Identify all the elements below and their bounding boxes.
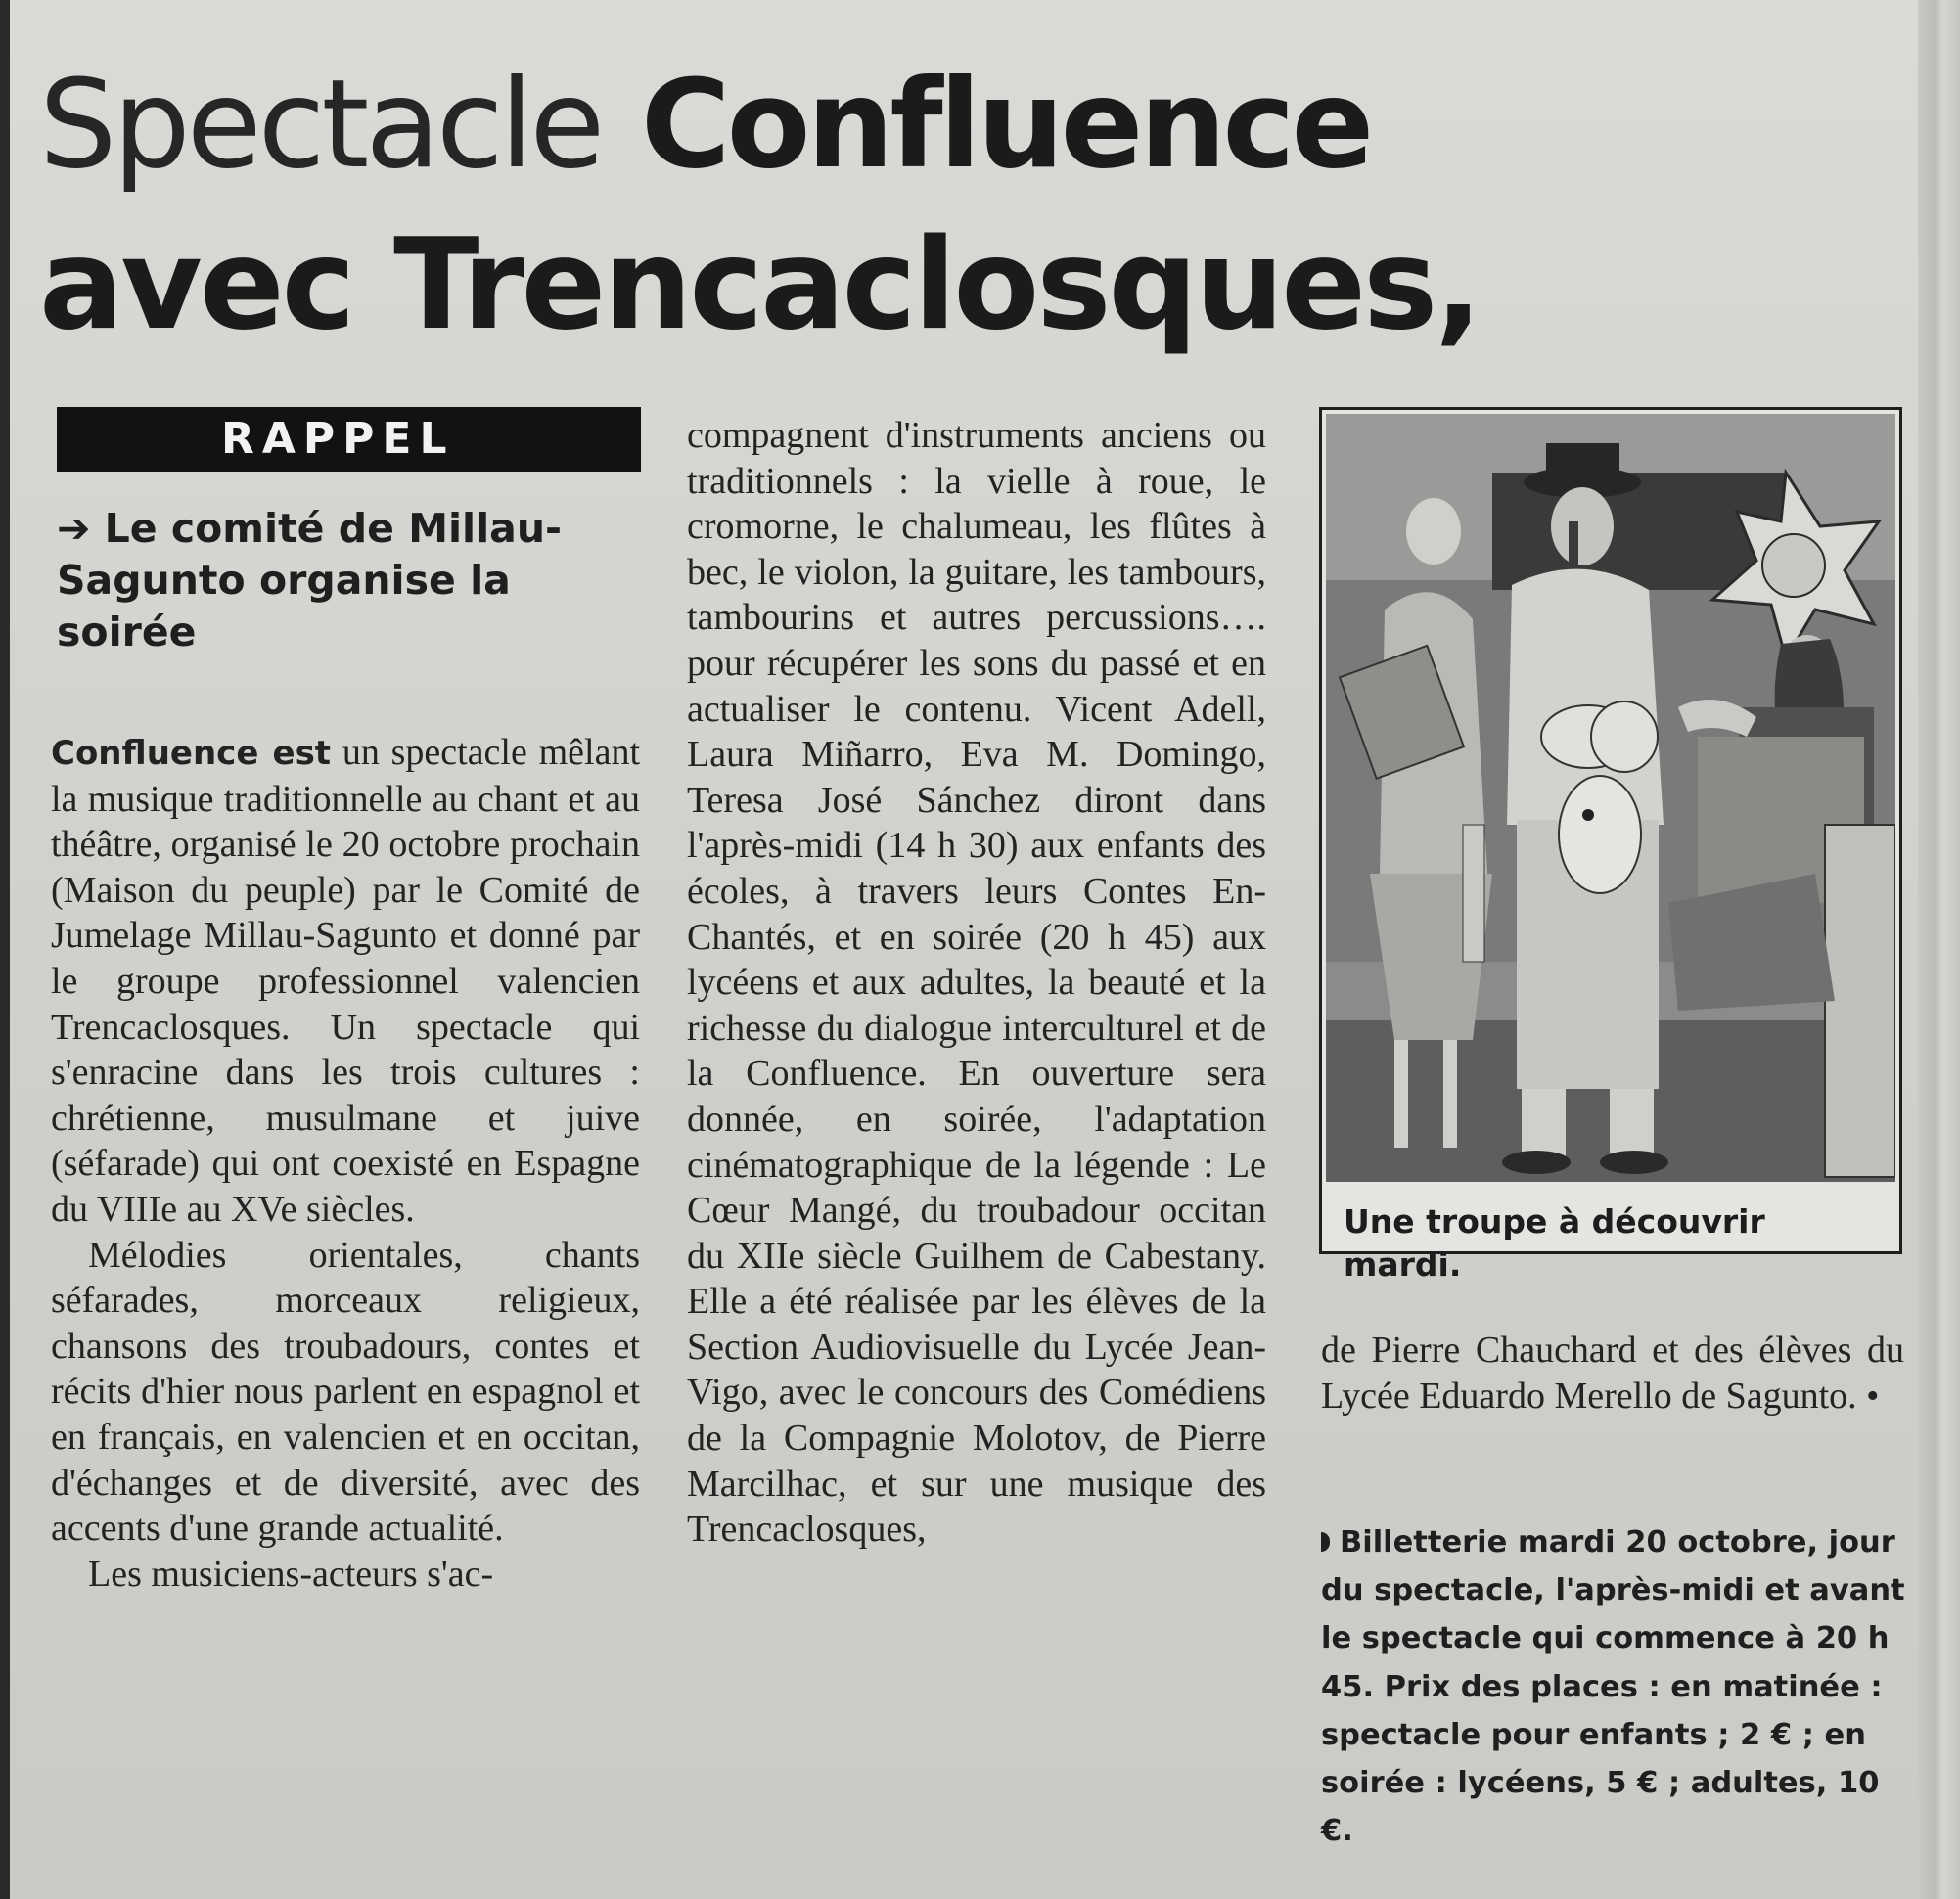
ticket-info <box>1321 1518 1908 1855</box>
column1-paragraph-2: Mélodies orientales, chants séfarades, morceaux religieux, chansons des troubadours, contes et récits d'hier nous parlent en espagnol et en français, en valencien et en occitan, d'échanges et de diversité, avec des accents d'une grande actualité. <box>51 1234 640 1550</box>
troupe-photo-image <box>1326 414 1895 1182</box>
photo-caption: Une troupe à découvrir mardi. <box>1344 1202 1765 1284</box>
rappel-banner <box>57 407 641 472</box>
photo-box <box>1319 407 1902 1284</box>
clipping-left-edge <box>0 0 10 1899</box>
subheadline: ➔ Le comité de Millau-Sagunto organise la soirée <box>57 505 563 656</box>
column1-paragraph-1-text: un spectacle mêlant la musique traditionnelle au chant et au théâtre, organisé le 20 octobre prochain (Maison du peuple) par le Comité de Jumelage Millau-Sagunto et donné par le groupe professionnel valencien Trencaclosques. Un spectacle qui s'enracine dans les trois cultures : chrétienne, musulmane et juive (séfarade) qui ont coexisté en Espagne du VIIIe au XVe siècles. <box>51 732 640 1230</box>
column3-paragraph-1: de Pierre Chauchard et des élèves du Lycée Eduardo Merello de Sagunto. • <box>1321 1330 1904 1417</box>
column2-paragraph-1: compagnent d'instruments anciens ou traditionnels : la vielle à roue, le cromorne, le chalumeau, les flûtes à bec, le violon, la guitare, les tambours, tambourins et autres percussions…. pour récupérer les sons du passé et en actualiser le contenu. Vicent Adell, Laura Miñarro, Eva M. Domingo, Teresa José Sánchez diront dans l'après-midi (14 h 30) aux enfants des écoles, à travers leurs Contes En-Chantés, et en soirée (20 h 45) aux lycéens et aux adultes, la beauté et la richesse du dialogue interculturel et de la Confluence. En ouverture sera donnée, en soirée, l'adaptation cinématographique de la légende : Le Cœur Mangé, du troubadour occitan du XIIe siècle Guilhem de Cabestany. Elle a été réalisée par les élèves de la Section Audiovisuelle du Lycée Jean-Vigo, avec le concours des Comédiens de la Compagnie Molotov, de Pierre Marcilhac, et sur une musique des Trencaclosques, <box>687 415 1266 1551</box>
column1-paragraph-3: Les musiciens-acteurs s'ac- <box>88 1553 494 1595</box>
article-column-2 <box>687 413 1266 1553</box>
bullet-marker-icon <box>1321 1532 1330 1552</box>
headline-title-word: Confluence <box>640 54 1371 196</box>
article-column-3 <box>1321 1328 1904 1419</box>
lead-in: Confluence est <box>51 734 332 773</box>
troupe-photo <box>1326 414 1895 1182</box>
headline-line-2: avec Trencaclosques, <box>39 212 1480 358</box>
rappel-label: RAPPEL <box>221 414 455 464</box>
column1-paragraph-1 <box>51 730 640 1233</box>
ticket-info-text: Billetterie mardi 20 octobre, jour du spectacle, l'après-midi et avant le spectacle qui commence à 20 h 45. Prix des places : en matinée : spectacle pour enfants ; 2 € ; en soirée : lycéens, 5 € ; adultes, 10 €. <box>1321 1525 1905 1849</box>
clipping-right-fold <box>1918 0 1960 1899</box>
headline-line-1 <box>39 54 1371 196</box>
headline-kicker: Spectacle <box>39 54 602 196</box>
article-column-1 <box>51 730 640 1597</box>
